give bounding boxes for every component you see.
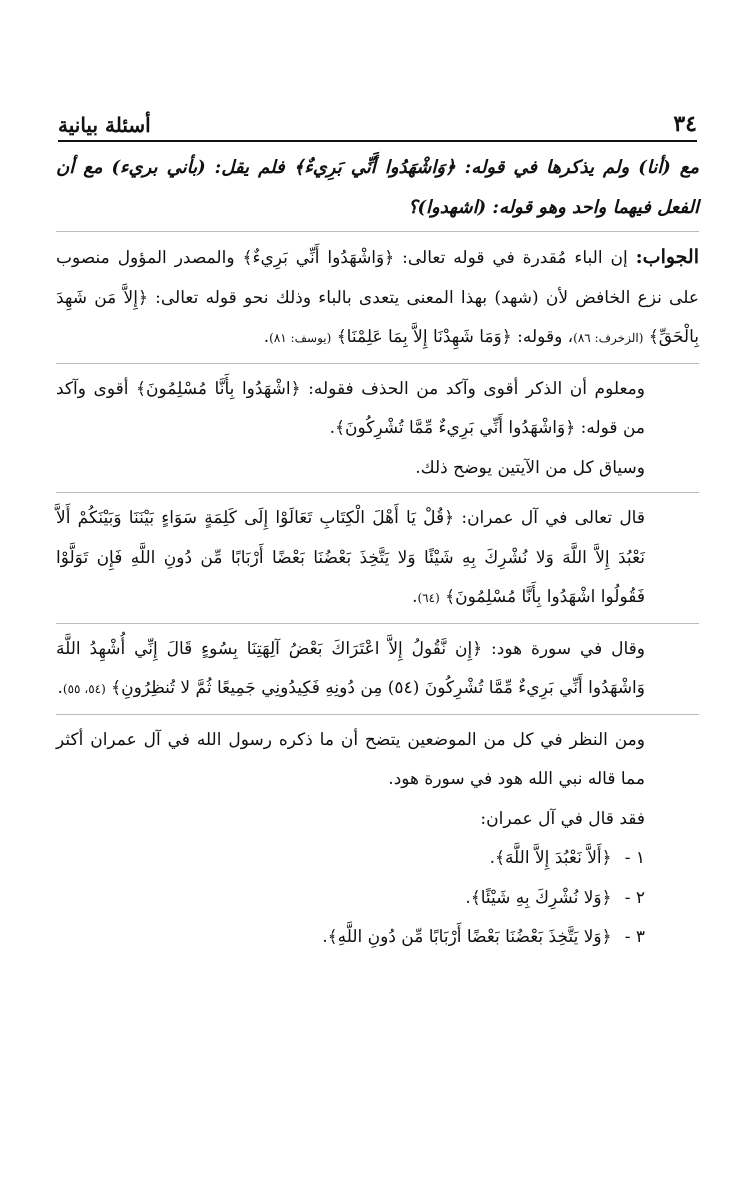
- paragraph-hud: [56, 630, 699, 710]
- paragraph-emphasis: ومعلوم أن الذكر أقوى وآكد من الحذف فقوله: ﴿اشْهَدُوا بِأَنَّا مُسْلِمُونَ﴾ أقوى وآكد من قوله: ﴿وَاشْهَدُوا أَنِّي بَرِيءٌ مِّمَّا تُشْرِكُونَ﴾.: [56, 378, 645, 438]
- points-list: [56, 839, 699, 958]
- list-number: ١ -: [624, 848, 645, 868]
- paragraph-list-intro: فقد قال في آل عمران:: [480, 808, 645, 829]
- al-imran-end: .: [412, 587, 418, 607]
- answer-ref-2: (يوسف: ٨١): [269, 331, 332, 345]
- divider: [56, 363, 699, 364]
- hud-ref: (٥٤، ٥٥): [62, 682, 106, 696]
- al-imran-verse: قال تعالى في آل عمران: ﴿قُلْ يَا أَهْلَ الْكِتَابِ تَعَالَوْا إِلَى كَلِمَةٍ سَوَاءٍ بَيْنَنَا وَبَيْنَكُمْ أَلاَّ نَعْبُدَ إِلاَّ اللَّهَ وَلا نُشْرِكَ بِهِ شَيْئًا وَلا يَتَّخِذَ بَعْضُنَا بَعْضًا أَرْبَابًا مِّن دُونِ اللَّهِ فَإِن تَوَلَّوْا فَقُولُوا اشْهَدُوا بِأَنَّا مُسْلِمُونَ﴾: [56, 508, 645, 607]
- page-number: ٣٤: [673, 111, 697, 137]
- list-item: [56, 879, 699, 919]
- paragraph-al-imran: [56, 499, 699, 619]
- list-item: [56, 918, 699, 958]
- paragraph-comparison: ومن النظر في كل من الموضعين يتضح أن ما ذكره رسول الله في آل عمران أكثر مما قاله نبي الله هود في سورة هود.: [56, 729, 645, 789]
- list-number: ٢ -: [624, 887, 645, 908]
- list-text: ﴿وَلا نُشْرِكَ بِهِ شَيْئًا﴾.: [465, 887, 612, 908]
- hud-verse: وقال في سورة هود: ﴿إِن نَّقُولُ إِلاَّ اعْتَرَاكَ بَعْضُ آلِهَتِنَا بِسُوءٍ قَالَ إِنِّي أُشْهِدُ اللَّهَ وَاشْهَدُوا أَنِّي بَرِيءٌ مِّمَّا تُشْرِكُونَ (٥٤) مِن دُونِهِ فَكِيدُونِي جَمِيعًا ثُمَّ لا تُنظِرُونِ﴾: [56, 638, 645, 698]
- answer-ref-1: (الزخرف: ٨٦): [573, 331, 644, 345]
- list-item: [56, 839, 699, 879]
- answer-text-3: .: [263, 327, 270, 347]
- hud-end: .: [57, 678, 63, 698]
- page-header: [58, 106, 697, 142]
- answer-paragraph: [56, 238, 699, 359]
- divider: [56, 492, 699, 493]
- divider: [56, 623, 699, 624]
- list-text: ﴿وَلا يَتَّخِذَ بَعْضُنَا بَعْضًا أَرْبَابًا مِّن دُونِ اللَّهِ﴾.: [322, 927, 612, 947]
- divider: [56, 231, 699, 232]
- paragraph-context: وسياق كل من الآيتين يوضح ذلك.: [415, 457, 645, 478]
- list-text: ﴿أَلاَّ نَعْبُدَ إِلاَّ اللَّهَ﴾.: [489, 848, 612, 868]
- list-number: ٣ -: [624, 927, 645, 947]
- answer-text-1: إن الباء مُقدرة في قوله تعالى: ﴿وَاشْهَدُوا أَنِّي بَرِيءٌ﴾ والمصدر المؤول منصوب على نزع الخافض لأن (شهد) بهذا المعنى يتعدى بالباء وذلك نحو قوله تعالى: ﴿إِلاَّ مَن شَهِدَ بِالْحَقِّ﴾: [56, 248, 699, 347]
- al-imran-ref: (٦٤): [417, 591, 440, 605]
- question-text: مع (أنا) ولم يذكرها في قوله: ﴿وَاشْهَدُوا أَنِّي بَرِيءٌ﴾ فلم يقل: (بأني بريء) مع أن الفعل فيهما واحد وهو قوله: (اشهدوا)؟: [56, 157, 699, 218]
- running-title: أسئلة بيانية: [58, 113, 151, 137]
- answer-label: الجواب:: [635, 246, 699, 268]
- divider: [56, 714, 699, 715]
- answer-text-2: ، وقوله: ﴿وَمَا شَهِدْنَا إِلاَّ بِمَا عَلِمْنَا﴾: [336, 327, 574, 347]
- page-body: [56, 148, 699, 958]
